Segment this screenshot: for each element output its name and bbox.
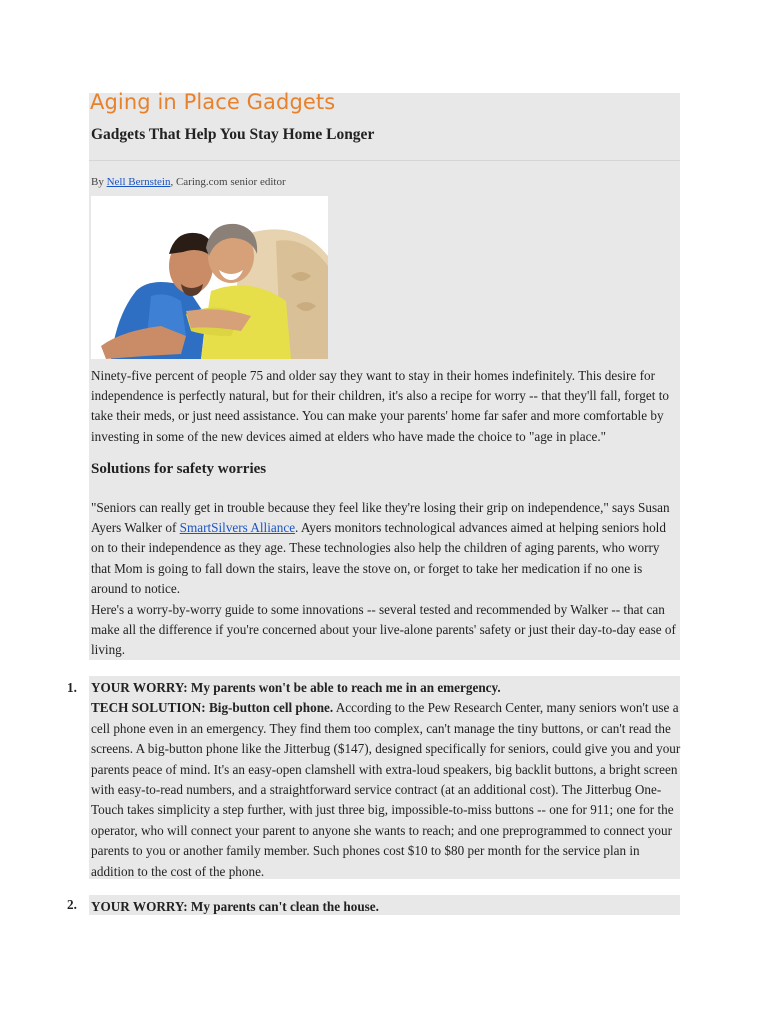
item-1-text (91, 678, 681, 882)
item-2-text (91, 897, 681, 917)
article-photo (91, 196, 328, 359)
guide-paragraph: Here's a worry-by-worry guide to some innovations -- several tested and recommended by Walker -- that can make all the difference if you're concerned about your live-alone parents' safety or just their day-to-day ease of living. (91, 602, 676, 658)
item-1-worry-label: YOUR WORRY: (91, 680, 188, 695)
item-1-worry: My parents won't be able to reach me in an emergency. (187, 680, 501, 695)
byline (91, 176, 286, 188)
quote-text-2: . Ayers monitors technological advances aimed at helping seniors hold on to their independence as they age. These technologies also help the children of aging parents, who worry that Mom is going to fall down the stairs, leave the stove on, or forget to take her medication if no one is around to notice. (91, 520, 666, 596)
byline-prefix: By (91, 176, 107, 188)
item-2-worry-label: YOUR WORRY: (91, 899, 188, 914)
section-heading: Solutions for safety worries (91, 461, 267, 477)
article-title: Aging in Place Gadgets (90, 90, 336, 114)
intro-paragraph: Ninety-five percent of people 75 and older say they want to stay in their homes indefinitely. This desire for independence is perfectly natural, but for their children, it's also a recipe for worry -- that they'll fall, forget to take their meds, or just need assistance. You can make your parents' home far safer and more comfortable by investing in some of the new devices aimed at elders who have made the choice to "age in place." (91, 368, 669, 444)
item-1-solution-title: Big-button cell phone. (205, 700, 334, 716)
item-1-solution-label: TECH SOLUTION: (91, 700, 206, 716)
article-subtitle: Gadgets That Help You Stay Home Longer (91, 126, 375, 143)
quote-paragraph (91, 498, 681, 599)
smartsilvers-link[interactable]: SmartSilvers Alliance (179, 520, 296, 536)
item-2-worry: My parents can't clean the house. (187, 899, 379, 914)
author-link[interactable]: Nell Bernstein (106, 176, 171, 188)
item-2-number: 2. (67, 897, 77, 912)
header-divider (89, 160, 680, 161)
item-1-number: 1. (67, 680, 77, 695)
quote-text-1: "Seniors can really get in trouble because they feel like they're losing their grip on independence," says Susan Ayers Walker of (91, 500, 670, 536)
item-1-solution-text: According to the Pew Research Center, many seniors won't use a cell phone even in an emergency. They find them too complex, can't manage the tiny buttons, or can't read the screens. A big-button phone like the Jitterbug ($147), designed specifically for seniors, could give you and your parents peace of mind. It's an easy-open clamshell with extra-loud speakers, big backlit buttons, a bright screen with easy-to-read numbers, and a straightforward service contract (at an additional cost). The Jitterbug One-Touch takes simplicity a step further, with just three big, impossible-to-miss buttons -- one for 911; one for the operator, who will connect your parent to anyone she wants to reach; and one preprogrammed to connect your parents to you or another family member. Such phones cost $10 to $80 per month for the service plan in addition to the cost of the phone. (91, 700, 681, 879)
byline-suffix: , Caring.com senior editor (170, 176, 286, 188)
